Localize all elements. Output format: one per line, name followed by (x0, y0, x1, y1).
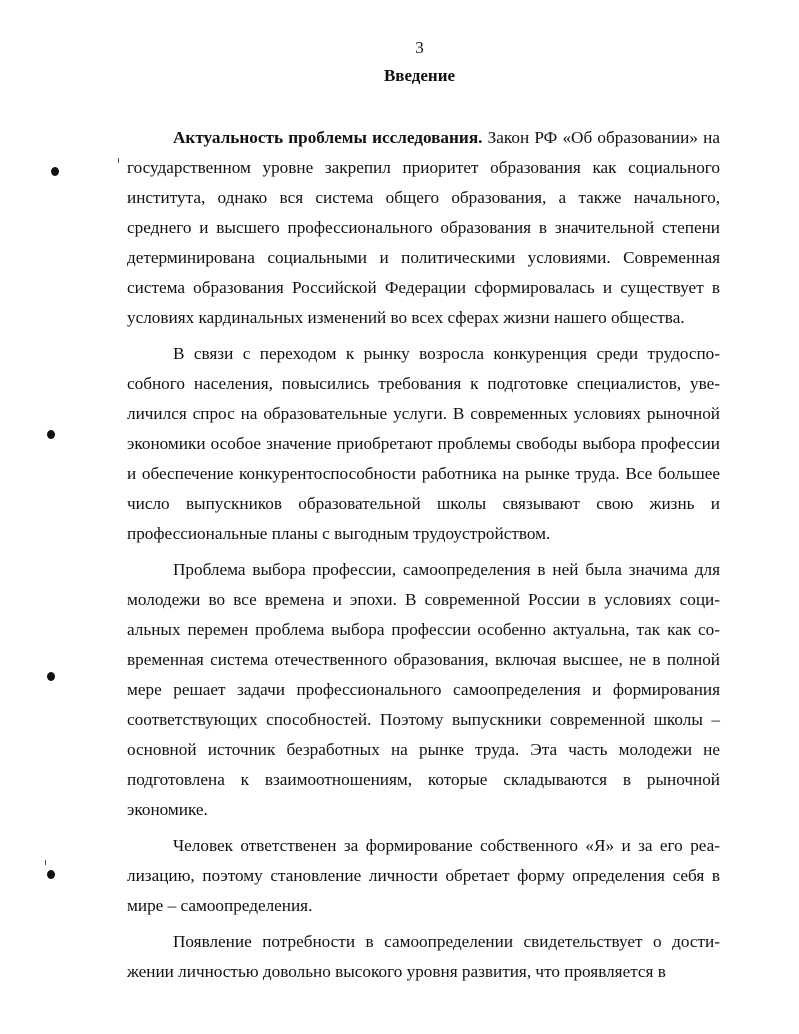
paragraph-3: Проблема выбора профессии, самоопределения в ней была значима для молодежи во все времена и эпохи. В современной России в условиях социальных перемен проблема выбора профессии особенно актуальна, так как современная система отечественного образования, включая высшее, не в полной мере решает задачи профессионального самоопределения и формирования соответствующих способностей. Поэтому выпускники современной школы – основной источник безработных на рынке труда. Эта часть молодежи не подготовлена к взаимоотношениям, которые складываются в рыночной экономике. (127, 560, 720, 819)
binder-hole-dot-4 (47, 870, 55, 879)
paragraph-1 (127, 123, 720, 333)
paragraph-5: Появление потребности в самоопределении свидетельствует о достижении личностью довольно высокого уровня развития, что проявляется в (127, 932, 720, 981)
section-title: Введение (383, 66, 456, 85)
margin-tick-2 (45, 860, 46, 865)
margin-tick-1 (118, 158, 119, 163)
paragraph-4: Человек ответственен за формирование собственного «Я» и за его реализацию, поэтому становление личности обретает форму определения себя в мире – самоопределения. (127, 836, 720, 915)
binder-hole-dot-1 (51, 167, 59, 176)
page-number: 3 (415, 38, 424, 57)
binder-hole-dot-3 (47, 672, 55, 681)
binder-hole-dot-2 (47, 430, 55, 439)
body-text (127, 123, 720, 993)
paragraph-lead: Актуальность проблемы исследования. (173, 128, 483, 147)
paragraph-text: Закон РФ «Об образовании» на государственном уровне закрепил приоритет образования как социального института, однако вся система общего образования, а также начального, среднего и высшего профессионального образования в значительной степени детерминирована социальными и политическими условиями. Современная система образования Российской Федерации сформировалась и существует в условиях кардинальных изменений во всех сферах жизни нашего общества. (127, 128, 720, 327)
paragraph-2: В связи с переходом к рынку возросла конкуренция среди трудоспособного населения, повысились требования к подготовке специалистов, увеличился спрос на образовательные услуги. В современных условиях рыночной экономики особое значение приобретают проблемы свободы выбора профессии и обеспечение конкурентоспособности работника на рынке труда. Все большее число выпускников образовательной школы связывают свою жизнь и профессиональные планы с выгодным трудоустройством. (127, 344, 720, 543)
